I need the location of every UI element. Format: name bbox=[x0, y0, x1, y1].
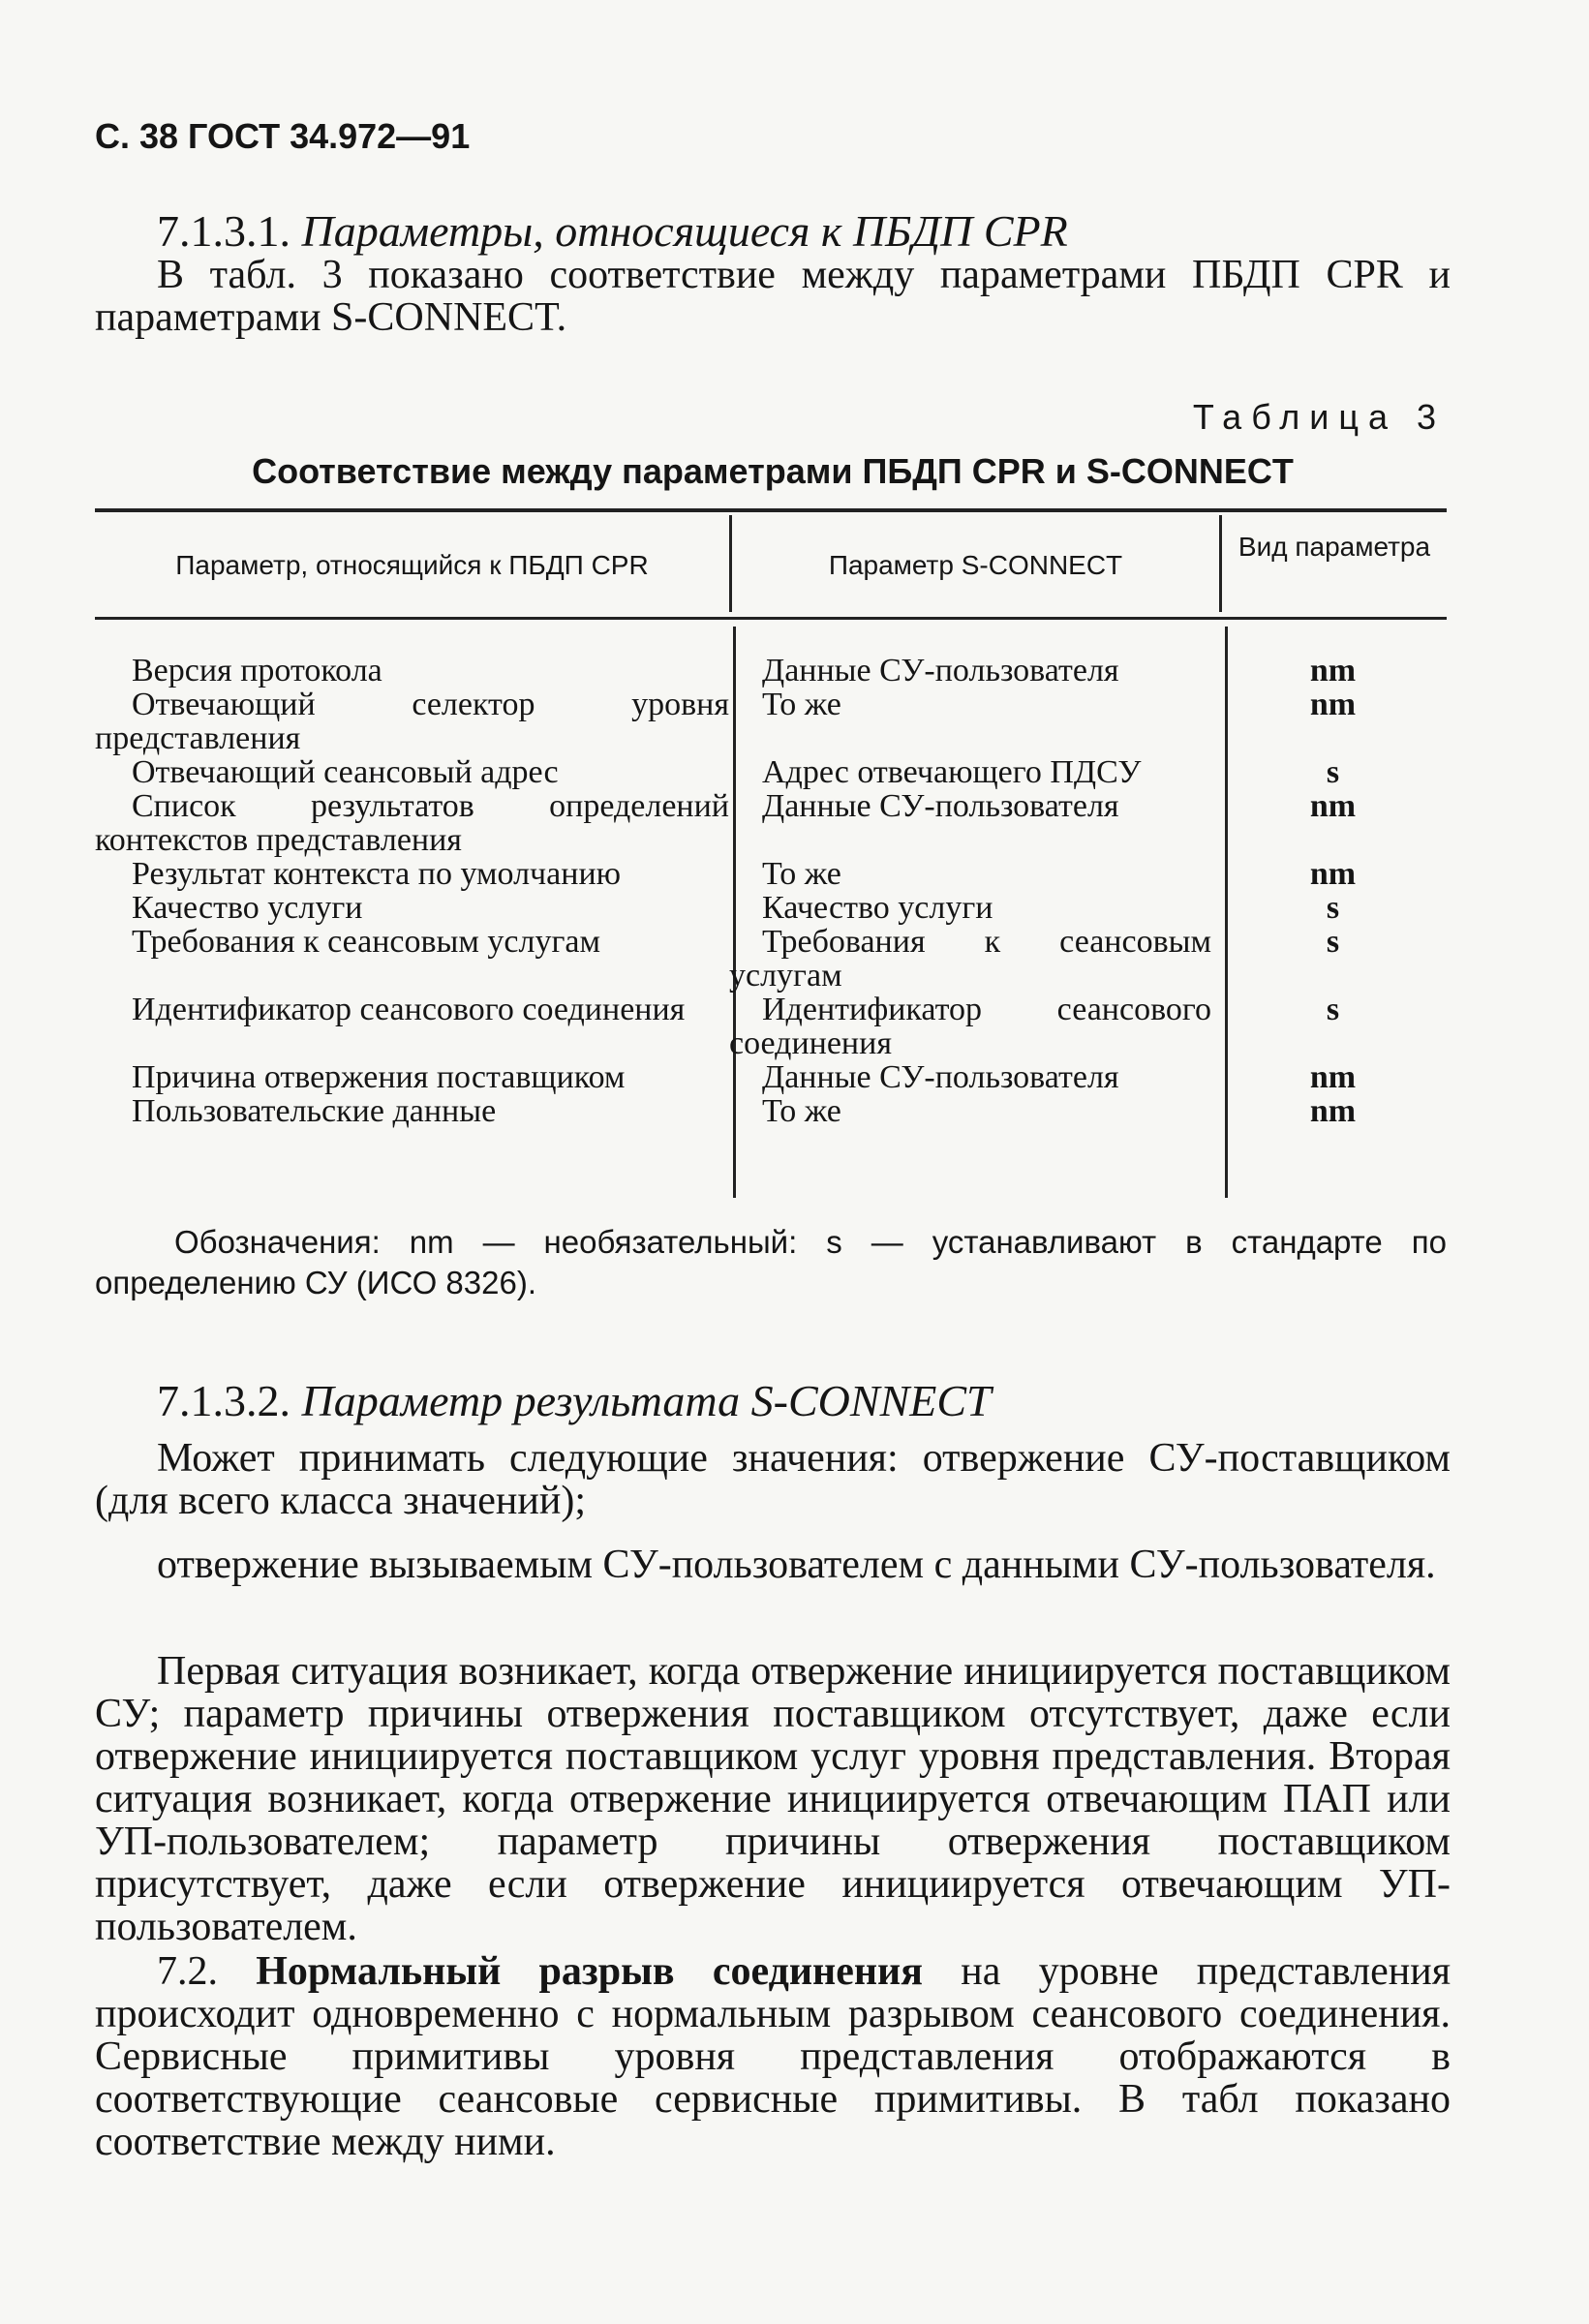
table-row bbox=[95, 925, 1447, 993]
cell-kind: nm bbox=[1309, 687, 1357, 722]
cell-kind: s bbox=[1326, 890, 1340, 926]
table-body bbox=[95, 654, 1447, 1128]
table-row bbox=[95, 688, 1447, 755]
column-header-kind: Вид параметра bbox=[1238, 532, 1431, 562]
cell-param: Отвечающий сеансовый адрес bbox=[132, 754, 559, 790]
table-row bbox=[95, 789, 1447, 857]
section-heading-7-1-3-1 bbox=[157, 205, 1068, 257]
table-row bbox=[95, 654, 1447, 688]
section-number: 7.2. bbox=[157, 1949, 218, 1994]
section-heading-7-1-3-2 bbox=[157, 1375, 992, 1426]
table-row bbox=[95, 993, 1447, 1060]
cell-param: Идентификатор сеансового соединения bbox=[132, 992, 686, 1027]
section-title: Параметры, относящиеся к ПБДП CPR bbox=[301, 206, 1068, 256]
cell-kind: nm bbox=[1309, 856, 1357, 892]
cell-s-connect: Данные СУ-пользователя bbox=[762, 653, 1119, 688]
cell-s-connect: Идентификатор сеансового соединения bbox=[729, 992, 1211, 1061]
cell-s-connect: Адрес отвечающего ПДСУ bbox=[762, 754, 1142, 790]
section-7-2-paragraph bbox=[95, 1950, 1451, 2163]
table-row bbox=[95, 1094, 1447, 1128]
section-number: 7.1.3.1. bbox=[157, 206, 290, 256]
cell-kind: nm bbox=[1309, 653, 1357, 688]
cell-param: Пользовательские данные bbox=[132, 1093, 497, 1129]
table-number: Таблица 3 bbox=[1192, 397, 1446, 437]
section-title: Параметр результата S-CONNECT bbox=[301, 1376, 992, 1425]
paragraph: Первая ситуация возникает, когда отвержение инициируется поставщиком СУ; параметр причины отвержения поставщиком отсутствует, даже если отвержение инициируется поставщиком услуг уровня представления. Вторая ситуация возникает, когда отвержение инициируется отвечающим ПАП или УП-пользователем; параметр причины отвержения поставщиком присутствует, даже если отвержение инициируется отвечающим УП-пользователем. bbox=[95, 1649, 1451, 1949]
table-note: Обозначения: nm — необязательный: s — устанавливают в стандарте по определению СУ (ИСО 8326). bbox=[95, 1224, 1447, 1300]
table-top-rule bbox=[95, 508, 1447, 512]
paragraph: отвержение вызываемым СУ-пользователем с данными СУ-пользователя. bbox=[157, 1543, 1436, 1587]
cell-param: Требования к сеансовым услугам bbox=[132, 924, 601, 960]
cell-s-connect: То же bbox=[762, 856, 841, 892]
cell-s-connect: Данные СУ-пользователя bbox=[762, 788, 1119, 824]
page-header: С. 38 ГОСТ 34.972—91 bbox=[95, 116, 471, 156]
section-bold-title: Нормальный разрыв соединения bbox=[256, 1949, 923, 1994]
cell-param: Версия протокола bbox=[132, 653, 382, 688]
cell-s-connect: Данные СУ-пользователя bbox=[762, 1059, 1119, 1095]
cell-kind: s bbox=[1326, 992, 1340, 1027]
table-row bbox=[95, 857, 1447, 891]
cell-kind: s bbox=[1326, 924, 1340, 960]
cell-s-connect: Качество услуги bbox=[762, 890, 993, 926]
paragraph: Может принимать следующие значения: отвержение СУ-поставщиком (для всего класса значений); bbox=[95, 1436, 1451, 1523]
cell-param: Качество услуги bbox=[132, 890, 363, 926]
table-row bbox=[95, 755, 1447, 789]
table-row bbox=[95, 1060, 1447, 1094]
column-header-param: Параметр, относящийся к ПБДП CPR bbox=[175, 550, 649, 580]
cell-param: Список результатов определений контекстов представления bbox=[95, 788, 729, 858]
cell-s-connect: Требования к сеансовым услугам bbox=[729, 924, 1211, 994]
section-text: В табл. 3 показано соответствие между параметрами ПБДП CPR и параметрами S-CONNECT. bbox=[95, 253, 1451, 340]
cell-s-connect: То же bbox=[762, 687, 841, 722]
header-divider bbox=[1219, 515, 1222, 612]
table-title: Соответствие между параметрами ПБДП CPR и S-CONNECT bbox=[252, 451, 1294, 491]
cell-kind: nm bbox=[1309, 1093, 1357, 1129]
cell-s-connect: То же bbox=[762, 1093, 841, 1129]
cell-param: Причина отвержения поставщиком bbox=[132, 1059, 626, 1095]
section-number: 7.1.3.2. bbox=[157, 1376, 290, 1425]
section-text: на уровне представления происходит одновременно с нормальным разрывом сеансового соединения. Сервисные примитивы уровня представления отображаются в соответствующие сеансовые сервисные примитивы. В табл показано соответствие между ними. bbox=[95, 1949, 1451, 2164]
cell-param: Отвечающий селектор уровня представления bbox=[95, 687, 729, 756]
table-header-rule bbox=[95, 617, 1447, 620]
table-row bbox=[95, 891, 1447, 925]
cell-kind: nm bbox=[1309, 1059, 1357, 1095]
column-header-s-connect: Параметр S-CONNECT bbox=[828, 550, 1123, 580]
cell-param: Результат контекста по умолчанию bbox=[132, 856, 622, 892]
cell-kind: nm bbox=[1309, 788, 1357, 824]
cell-kind: s bbox=[1326, 754, 1340, 790]
